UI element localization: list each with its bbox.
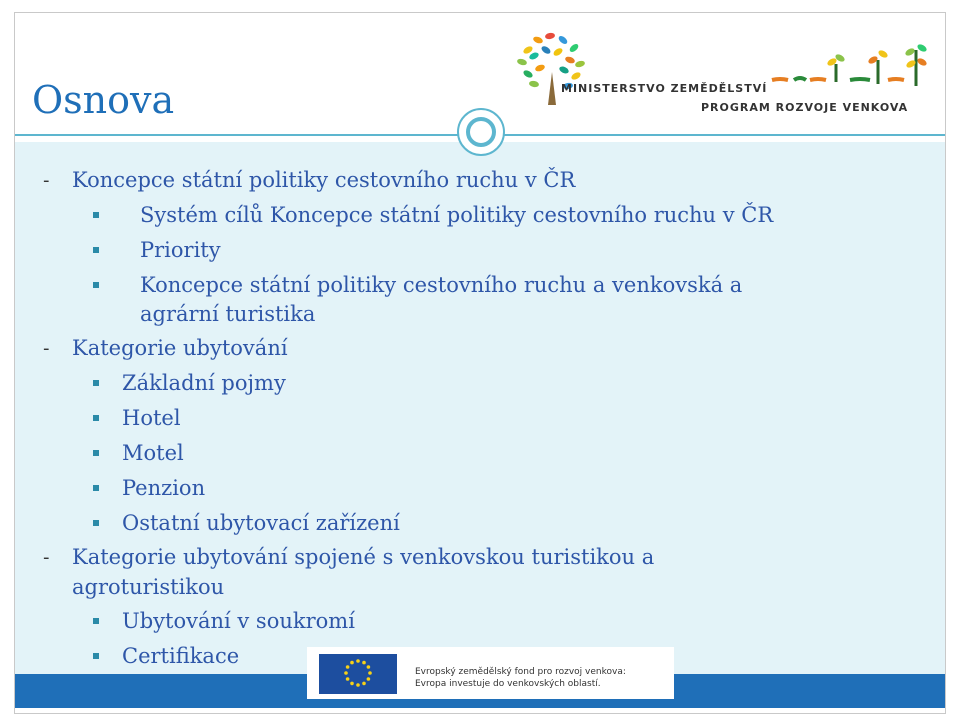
- square-bullet: [93, 485, 99, 491]
- outline-item: Systém cílů Koncepce státní politiky cestovního ruchu v ČR: [140, 203, 774, 227]
- square-bullet: [93, 380, 99, 386]
- outline-item: Kategorie ubytování: [72, 336, 288, 360]
- square-bullet: [93, 212, 99, 218]
- square-bullet: [93, 618, 99, 624]
- square-bullet: [93, 282, 99, 288]
- outline-item: Priority: [140, 238, 221, 262]
- dash-bullet: -: [43, 338, 50, 359]
- outline-item-continuation: agroturistikou: [72, 575, 225, 599]
- square-bullet: [93, 450, 99, 456]
- outline-item: Koncepce státní politiky cestovního ruchu a venkovská a: [140, 273, 743, 297]
- outline-item: Ostatní ubytovací zařízení: [122, 511, 400, 535]
- dash-bullet: -: [43, 547, 50, 568]
- square-bullet: [93, 247, 99, 253]
- square-bullet: [93, 653, 99, 659]
- outline-item: Penzion: [122, 476, 206, 500]
- outline-item: Certifikace: [122, 644, 240, 668]
- ministry-logo-text: MINISTERSTVO ZEMĚDĚLSTVÍ: [561, 82, 768, 95]
- outline-item: Motel: [122, 441, 184, 465]
- eu-funding-text-line2: Evropa investuje do venkovských oblastí.: [415, 679, 601, 689]
- square-bullet: [93, 415, 99, 421]
- program-logo-text: PROGRAM ROZVOJE VENKOVA: [701, 101, 909, 114]
- outline-item: Kategorie ubytování spojené s venkovskou turistikou a: [72, 545, 655, 569]
- square-bullet: [93, 520, 99, 526]
- outline-item: Ubytování v soukromí: [122, 609, 355, 633]
- eu-flag-icon: [319, 654, 397, 694]
- slide-title: Osnova: [32, 78, 175, 122]
- outline-item-continuation: agrární turistika: [140, 302, 316, 326]
- eu-funding-text-line1: Evropský zemědělský fond pro rozvoj venkova:: [415, 667, 626, 677]
- dash-bullet: -: [43, 170, 50, 191]
- outline-item: Hotel: [122, 406, 181, 430]
- outline-item: Koncepce státní politiky cestovního ruchu v ČR: [72, 168, 576, 192]
- outline-item: Základní pojmy: [122, 371, 286, 395]
